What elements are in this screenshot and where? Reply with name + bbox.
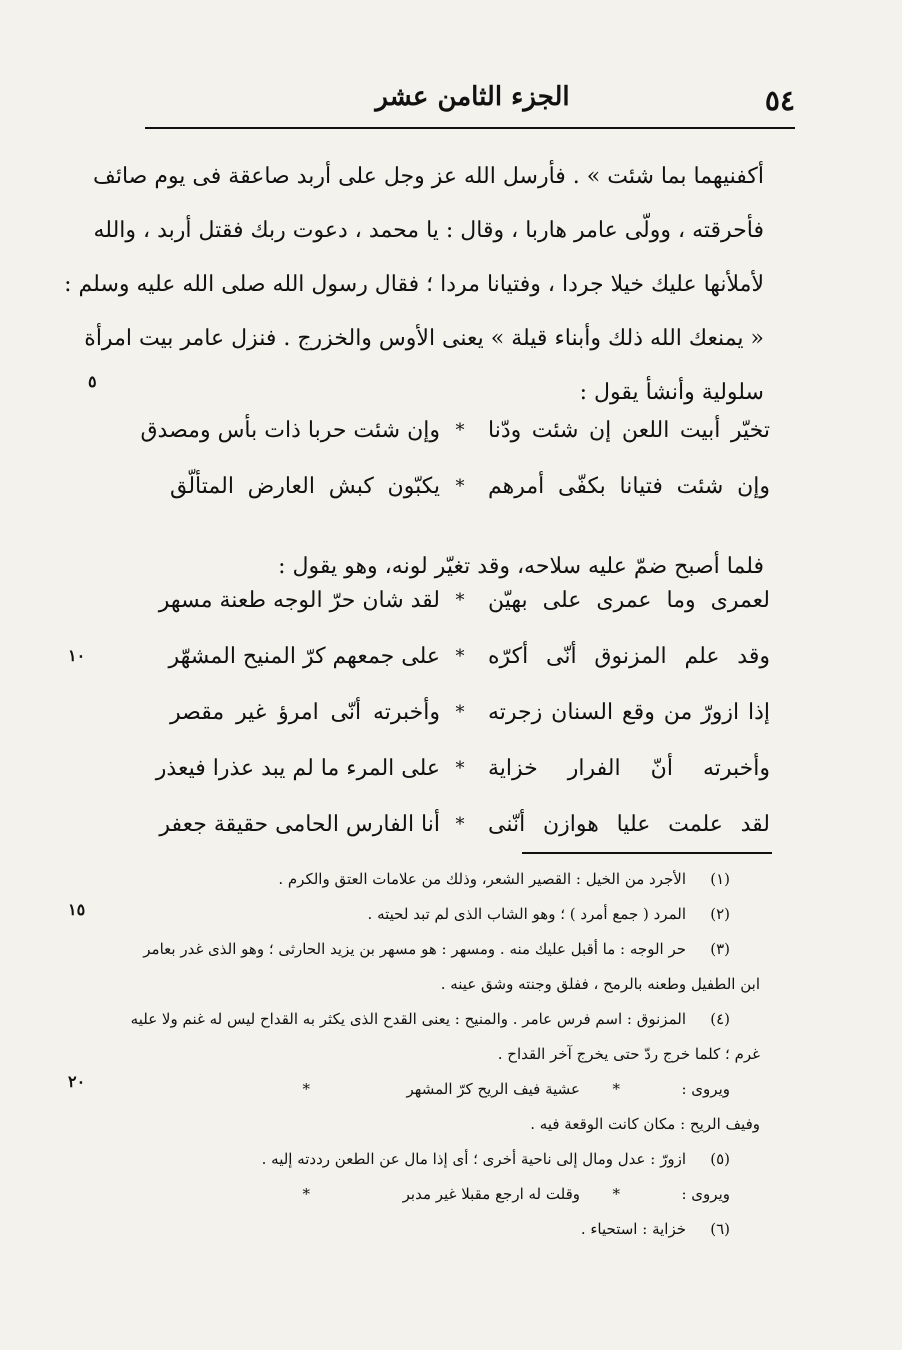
verse-separator: * bbox=[612, 1080, 620, 1098]
verse bbox=[155, 748, 770, 804]
first-hemistich: لقد علمت عليا هوازن أنّنى bbox=[488, 812, 770, 837]
footnote-text: ابن الطفيل وطعنه بالرمح ، ففلق وجنته وشق عينه . bbox=[440, 975, 760, 993]
verse-separator: * bbox=[612, 1185, 620, 1203]
second-hemistich: لقد شان حرّ الوجه طعنة مسهر bbox=[158, 588, 440, 613]
verse-separator: * bbox=[302, 1185, 310, 1203]
header-rule bbox=[145, 127, 795, 129]
footnote bbox=[130, 932, 730, 967]
footnotes bbox=[130, 862, 760, 1247]
text-line: سلولية وأنشأ يقول : bbox=[579, 380, 764, 405]
verse bbox=[140, 410, 770, 466]
footnote bbox=[130, 897, 730, 932]
second-hemistich: وإن شئت حربا ذات بأس ومصدق bbox=[140, 418, 440, 443]
second-hemistich: يكبّون كبش العارض المتألّق bbox=[170, 474, 440, 499]
footnote-text: ازورّ : عدل ومال إلى ناحية أخرى ؛ أى إذا مال عن الطعن رددته إليه . bbox=[261, 1150, 686, 1168]
text-line: أكفنيهما بما شئت » . فأرسل الله عز وجل على أربد صاعقة فى يوم صائف bbox=[93, 164, 764, 189]
footnote-text: غرم ؛ كلما خرج ردّ حتى يخرج آخر القداح . bbox=[497, 1045, 760, 1063]
footnote-continuation bbox=[130, 1037, 760, 1072]
verse-separator: * bbox=[455, 420, 465, 441]
variant-reading bbox=[130, 1177, 730, 1212]
second-hemistich: وأخبرته أنّى امرؤ غير مقصر bbox=[170, 700, 440, 725]
footnote-number: (٣) bbox=[710, 940, 730, 958]
line-number: ٥ bbox=[88, 372, 97, 391]
footnote-continuation bbox=[130, 1107, 760, 1142]
page-header bbox=[150, 82, 795, 122]
text-line: فأحرقته ، وولّى عامر هاربا ، وقال : يا محمد ، دعوت ربك فقتل أربد ، والله bbox=[93, 218, 764, 243]
first-hemistich: تخيّر أبيت اللعن إن شئت ودّنا bbox=[488, 418, 770, 443]
page-number: ٥٤ bbox=[764, 84, 795, 117]
footnote bbox=[130, 1142, 730, 1177]
footnote-text: خزاية : استحياء . bbox=[580, 1220, 686, 1238]
footnote-text: حر الوجه : ما أقبل عليك منه . ومسهر : هو مسهر بن يزيد الحارثى ؛ وهو الذى غدر بعامر bbox=[143, 940, 686, 958]
footnote-number: (٥) bbox=[710, 1150, 730, 1168]
first-hemistich: وأخبرته أنّ الفرار خزاية bbox=[488, 756, 770, 781]
line-number: ٢٠ bbox=[68, 1072, 86, 1091]
text-line: فلما أصبح ضمّ عليه سلاحه، وقد تغيّر لونه، وهو يقول : bbox=[278, 554, 764, 579]
second-hemistich: على جمعهم كرّ المنيح المشهّر bbox=[168, 644, 440, 669]
verse bbox=[158, 580, 770, 636]
footnote-number: (٢) bbox=[710, 905, 730, 923]
text-line: لأملأنها عليك خيلا جردا ، وفتيانا مردا ؛ فقال رسول الله صلى الله عليه وسلم : bbox=[64, 272, 764, 297]
poem-1 bbox=[140, 410, 770, 522]
footnote-rule bbox=[522, 852, 772, 854]
line-number: ١٠ bbox=[68, 646, 86, 665]
footnote-number: (٤) bbox=[710, 1010, 730, 1028]
poem-2 bbox=[155, 580, 770, 860]
variant-hemistich: وقلت له ارجع مقبلا غير مدبر bbox=[402, 1185, 580, 1203]
footnote-number: (٦) bbox=[710, 1220, 730, 1238]
footnote-text: الأجرد من الخيل : القصير الشعر، وذلك من علامات العتق والكرم . bbox=[278, 870, 686, 888]
second-hemistich: على المرء ما لم يبد عذرا فيعذر bbox=[155, 756, 440, 781]
paragraph-1 bbox=[64, 150, 764, 420]
footnote-text: وفيف الريح : مكان كانت الوقعة فيه . bbox=[530, 1115, 760, 1133]
variant-reading bbox=[130, 1072, 730, 1107]
verse bbox=[170, 692, 770, 748]
verse-separator: * bbox=[455, 702, 465, 723]
first-hemistich: إذا ازورّ من وقع السنان زجرته bbox=[488, 700, 770, 725]
verse-separator: * bbox=[455, 476, 465, 497]
verse-separator: * bbox=[455, 646, 465, 667]
footnote-text: المرد ( جمع أمرد ) ؛ وهو الشاب الذى لم تبد لحيته . bbox=[367, 905, 686, 923]
footnote-number: (١) bbox=[710, 870, 730, 888]
variant-label: ويروى : bbox=[681, 1080, 730, 1098]
verse-separator: * bbox=[455, 814, 465, 835]
text-line: « يمنعك الله ذلك وأبناء قيلة » يعنى الأوس والخزرج . فنزل عامر بيت امرأة bbox=[84, 326, 764, 351]
verse-separator: * bbox=[302, 1080, 310, 1098]
verse-separator: * bbox=[455, 758, 465, 779]
footnote bbox=[130, 1002, 730, 1037]
footnote bbox=[130, 862, 730, 897]
running-title: الجزء الثامن عشر bbox=[375, 82, 570, 112]
first-hemistich: لعمرى وما عمرى على بهيّن bbox=[488, 588, 770, 613]
verse bbox=[170, 466, 770, 522]
footnote bbox=[130, 1212, 730, 1247]
first-hemistich: وقد علم المزنوق أنّى أكرّه bbox=[488, 644, 770, 669]
variant-label: ويروى : bbox=[681, 1185, 730, 1203]
second-hemistich: أنا الفارس الحامى حقيقة جعفر bbox=[159, 812, 440, 837]
line-number: ١٥ bbox=[68, 900, 86, 919]
verse bbox=[170, 636, 770, 692]
variant-hemistich: عشية فيف الريح كرّ المشهر bbox=[406, 1080, 580, 1098]
footnote-text: المزنوق : اسم فرس عامر . والمنيح : يعنى القدح الذى يكثر به القداح ليس له غنم ولا عليه bbox=[130, 1010, 686, 1028]
first-hemistich: وإن شئت فتيانا بكفّى أمرهم bbox=[488, 474, 770, 499]
footnote-continuation bbox=[130, 967, 760, 1002]
verse-separator: * bbox=[455, 590, 465, 611]
